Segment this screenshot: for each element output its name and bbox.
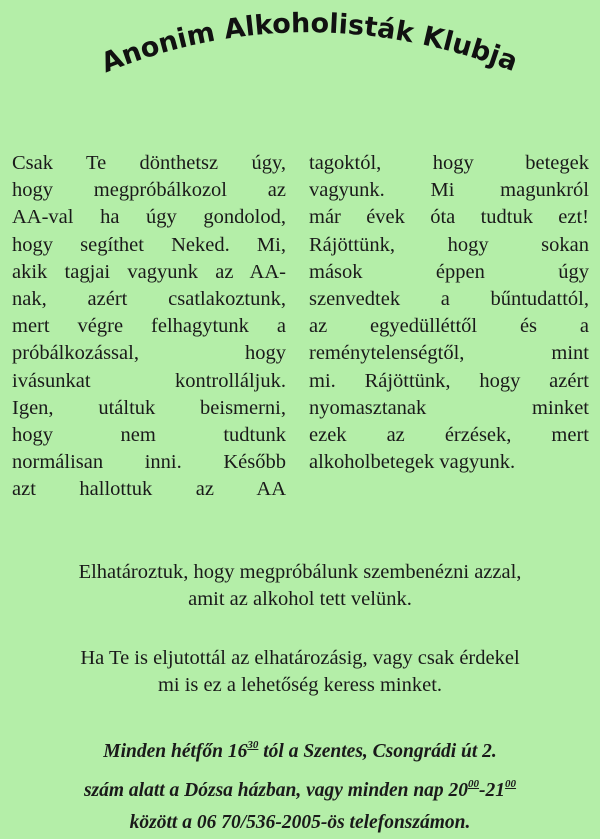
text-line: reménytelenségtől, mint [309, 342, 589, 365]
text-line: Elhatároztuk, hogy megpróbálunk szembenézni azzal, [78, 561, 522, 583]
text-line: mert végre felhagytunk a [12, 315, 286, 338]
text-line: amit az alkohol tett velünk. [188, 588, 412, 610]
title-arc [0, 0, 600, 140]
text-line: nyomasztanak minket [309, 396, 589, 419]
left-column [12, 150, 286, 504]
right-column [309, 150, 589, 476]
text-line: ezek az érzések, mert [309, 424, 589, 447]
text-line: mi. Rájöttünk, hogy azért [309, 369, 589, 392]
meeting-place-line: szám alatt a Dózsa házban, vagy minden nap $20^{00}-21^{00}$ [83, 778, 517, 801]
text-line: tagoktól, hogy betegek [309, 152, 589, 174]
text-line: hogy nem tudtunk [12, 424, 286, 447]
text-line: hogy segíthet Neked. Mi, [12, 233, 286, 256]
text-line: ivásunkat kontrolláljuk. [12, 369, 286, 392]
text-line: azt hallottuk az AA [12, 478, 286, 501]
text-line: mások éppen úgy [309, 260, 589, 283]
text-line: AA-val ha úgy gondolod, [12, 206, 286, 229]
text-line: Igen, utáltuk beismerni, [12, 396, 286, 419]
paragraph-decision [0, 559, 600, 613]
text-line: Rájöttünk, hogy sokan [309, 233, 589, 256]
text-line: vagyunk. Mi magunkról [309, 179, 589, 202]
text-line: mi is ez a lehetőség keress minket. [157, 674, 443, 696]
paragraph-invitation [0, 645, 600, 699]
text-line: próbálkozással, hogy [12, 342, 286, 365]
text-line: alkoholbetegek vagyunk. [309, 451, 516, 474]
text-line: akik tagjai vagyunk az AA- [12, 260, 286, 283]
phone-line: között a 06 70/536-2005-ös telefonszámon. [129, 812, 471, 833]
text-line: hogy megpróbálkozol az [12, 179, 286, 202]
text-line: Csak Te dönthetsz úgy, [12, 152, 286, 174]
text-line: már évek óta tudtuk ezt! [309, 206, 589, 229]
meeting-time-line: Minden hétfőn $16^{30}$ tól a Szentes, Csongrádi út 2. [103, 739, 497, 762]
text-line: szenvedtek a bűntudattól, [309, 288, 589, 311]
meeting-info [0, 729, 600, 839]
text-line: nak, azért csatlakoztunk, [12, 288, 286, 311]
text-line: normálisan inni. Később [12, 451, 286, 474]
text-line: az egyedülléttől és a [309, 315, 589, 338]
text-line: Ha Te is eljutottál az elhatározásig, vagy csak érdekel [80, 647, 520, 669]
document-title: Anonim Alkoholisták Klubja [97, 8, 522, 80]
